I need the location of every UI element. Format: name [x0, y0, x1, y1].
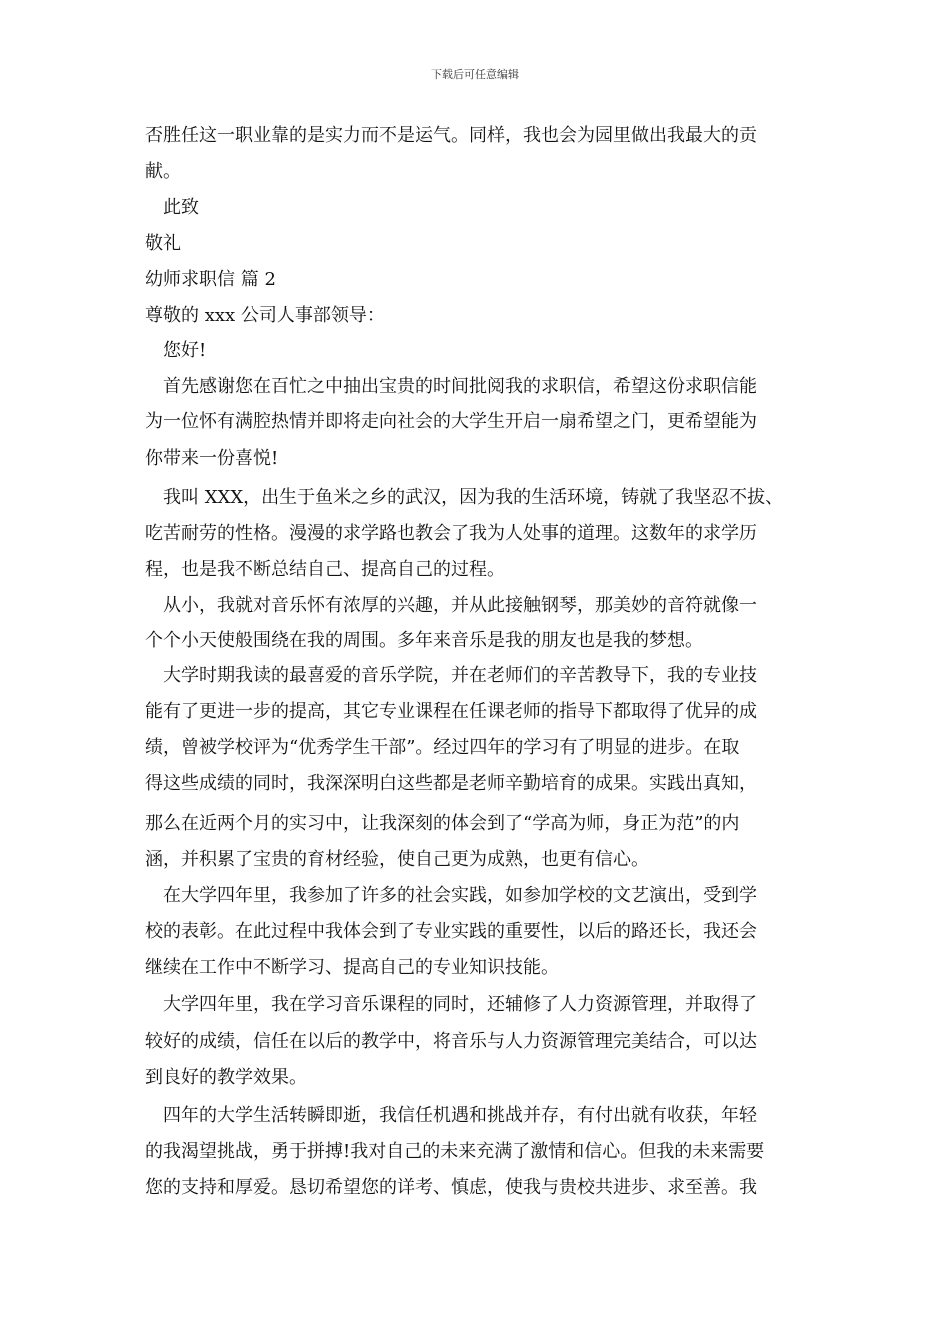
text-line: 为一位怀有满腔热情并即将走向社会的大学生开启一扇希望之门，更希望能为 [145, 411, 757, 432]
letter-addressee: 尊敬的 xxx 公司人事部领导： [145, 305, 385, 326]
text-line: 得这些成绩的同时，我深深明白这些都是老师辛勤培育的成果。实践出真知， [145, 773, 757, 794]
text-line: 在大学四年里，我参加了许多的社会实践，如参加学校的文艺演出，受到学 [163, 885, 757, 906]
text-line: 绩，曾被学校评为“优秀学生干部”。经过四年的学习有了明显的进步。在取 [145, 737, 740, 758]
text-line: 否胜任这一职业靠的是实力而不是运气。同样，我也会为园里做出我最大的贡 [145, 125, 757, 146]
text-line: 能有了更进一步的提高，其它专业课程在任课老师的指导下都取得了优异的成 [145, 701, 757, 722]
text-line: 献。 [145, 161, 181, 182]
closing-phrase: 此致 [163, 197, 199, 218]
text-line: 首先感谢您在百忙之中抽出宝贵的时间批阅我的求职信，希望这份求职信能 [163, 376, 757, 397]
text-line: 个个小天使般围绕在我的周围。多年来音乐是我的朋友也是我的梦想。 [145, 630, 703, 651]
text-line: 涵，并积累了宝贵的育材经验，使自己更为成熟，也更有信心。 [145, 849, 649, 870]
greeting: 您好! [163, 340, 207, 361]
text-line: 继续在工作中不断学习、提高自己的专业知识技能。 [145, 957, 559, 978]
text-line: 的我渴望挑战，勇于拼搏!我对自己的未来充满了激情和信心。但我的未来需要 [145, 1141, 765, 1162]
text-line: 四年的大学生活转瞬即逝，我信任机遇和挑战并存，有付出就有收获，年轻 [163, 1105, 757, 1126]
text-line: 程，也是我不断总结自己、提高自己的过程。 [145, 559, 505, 580]
page-header-note: 下载后可任意编辑 [431, 68, 519, 81]
text-line: 大学四年里，我在学习音乐课程的同时，还辅修了人力资源管理，并取得了 [163, 994, 757, 1015]
text-line: 到良好的教学效果。 [145, 1067, 307, 1088]
text-line: 大学时期我读的最喜爱的音乐学院，并在老师们的辛苦教导下，我的专业技 [163, 665, 757, 686]
salutation-closing: 敬礼 [145, 233, 181, 254]
text-line: 那么在近两个月的实习中，让我深刻的体会到了“学高为师，身正为范”的内 [145, 813, 740, 834]
section-title: 幼师求职信 篇 2 [145, 269, 276, 290]
text-line: 我叫 XXX，出生于鱼米之乡的武汉，因为我的生活环境，铸就了我坚忍不拔、 [163, 487, 784, 508]
text-line: 校的表彰。在此过程中我体会到了专业实践的重要性，以后的路还长，我还会 [145, 921, 757, 942]
text-line: 较好的成绩，信任在以后的教学中，将音乐与人力资源管理完美结合，可以达 [145, 1031, 757, 1052]
text-line: 您的支持和厚爱。恳切希望您的详考、慎虑，使我与贵校共进步、求至善。我 [145, 1177, 757, 1198]
text-line: 吃苦耐劳的性格。漫漫的求学路也教会了我为人处事的道理。这数年的求学历 [145, 523, 757, 544]
text-line: 你带来一份喜悦! [145, 448, 279, 469]
text-line: 从小，我就对音乐怀有浓厚的兴趣，并从此接触钢琴，那美妙的音符就像一 [163, 595, 757, 616]
